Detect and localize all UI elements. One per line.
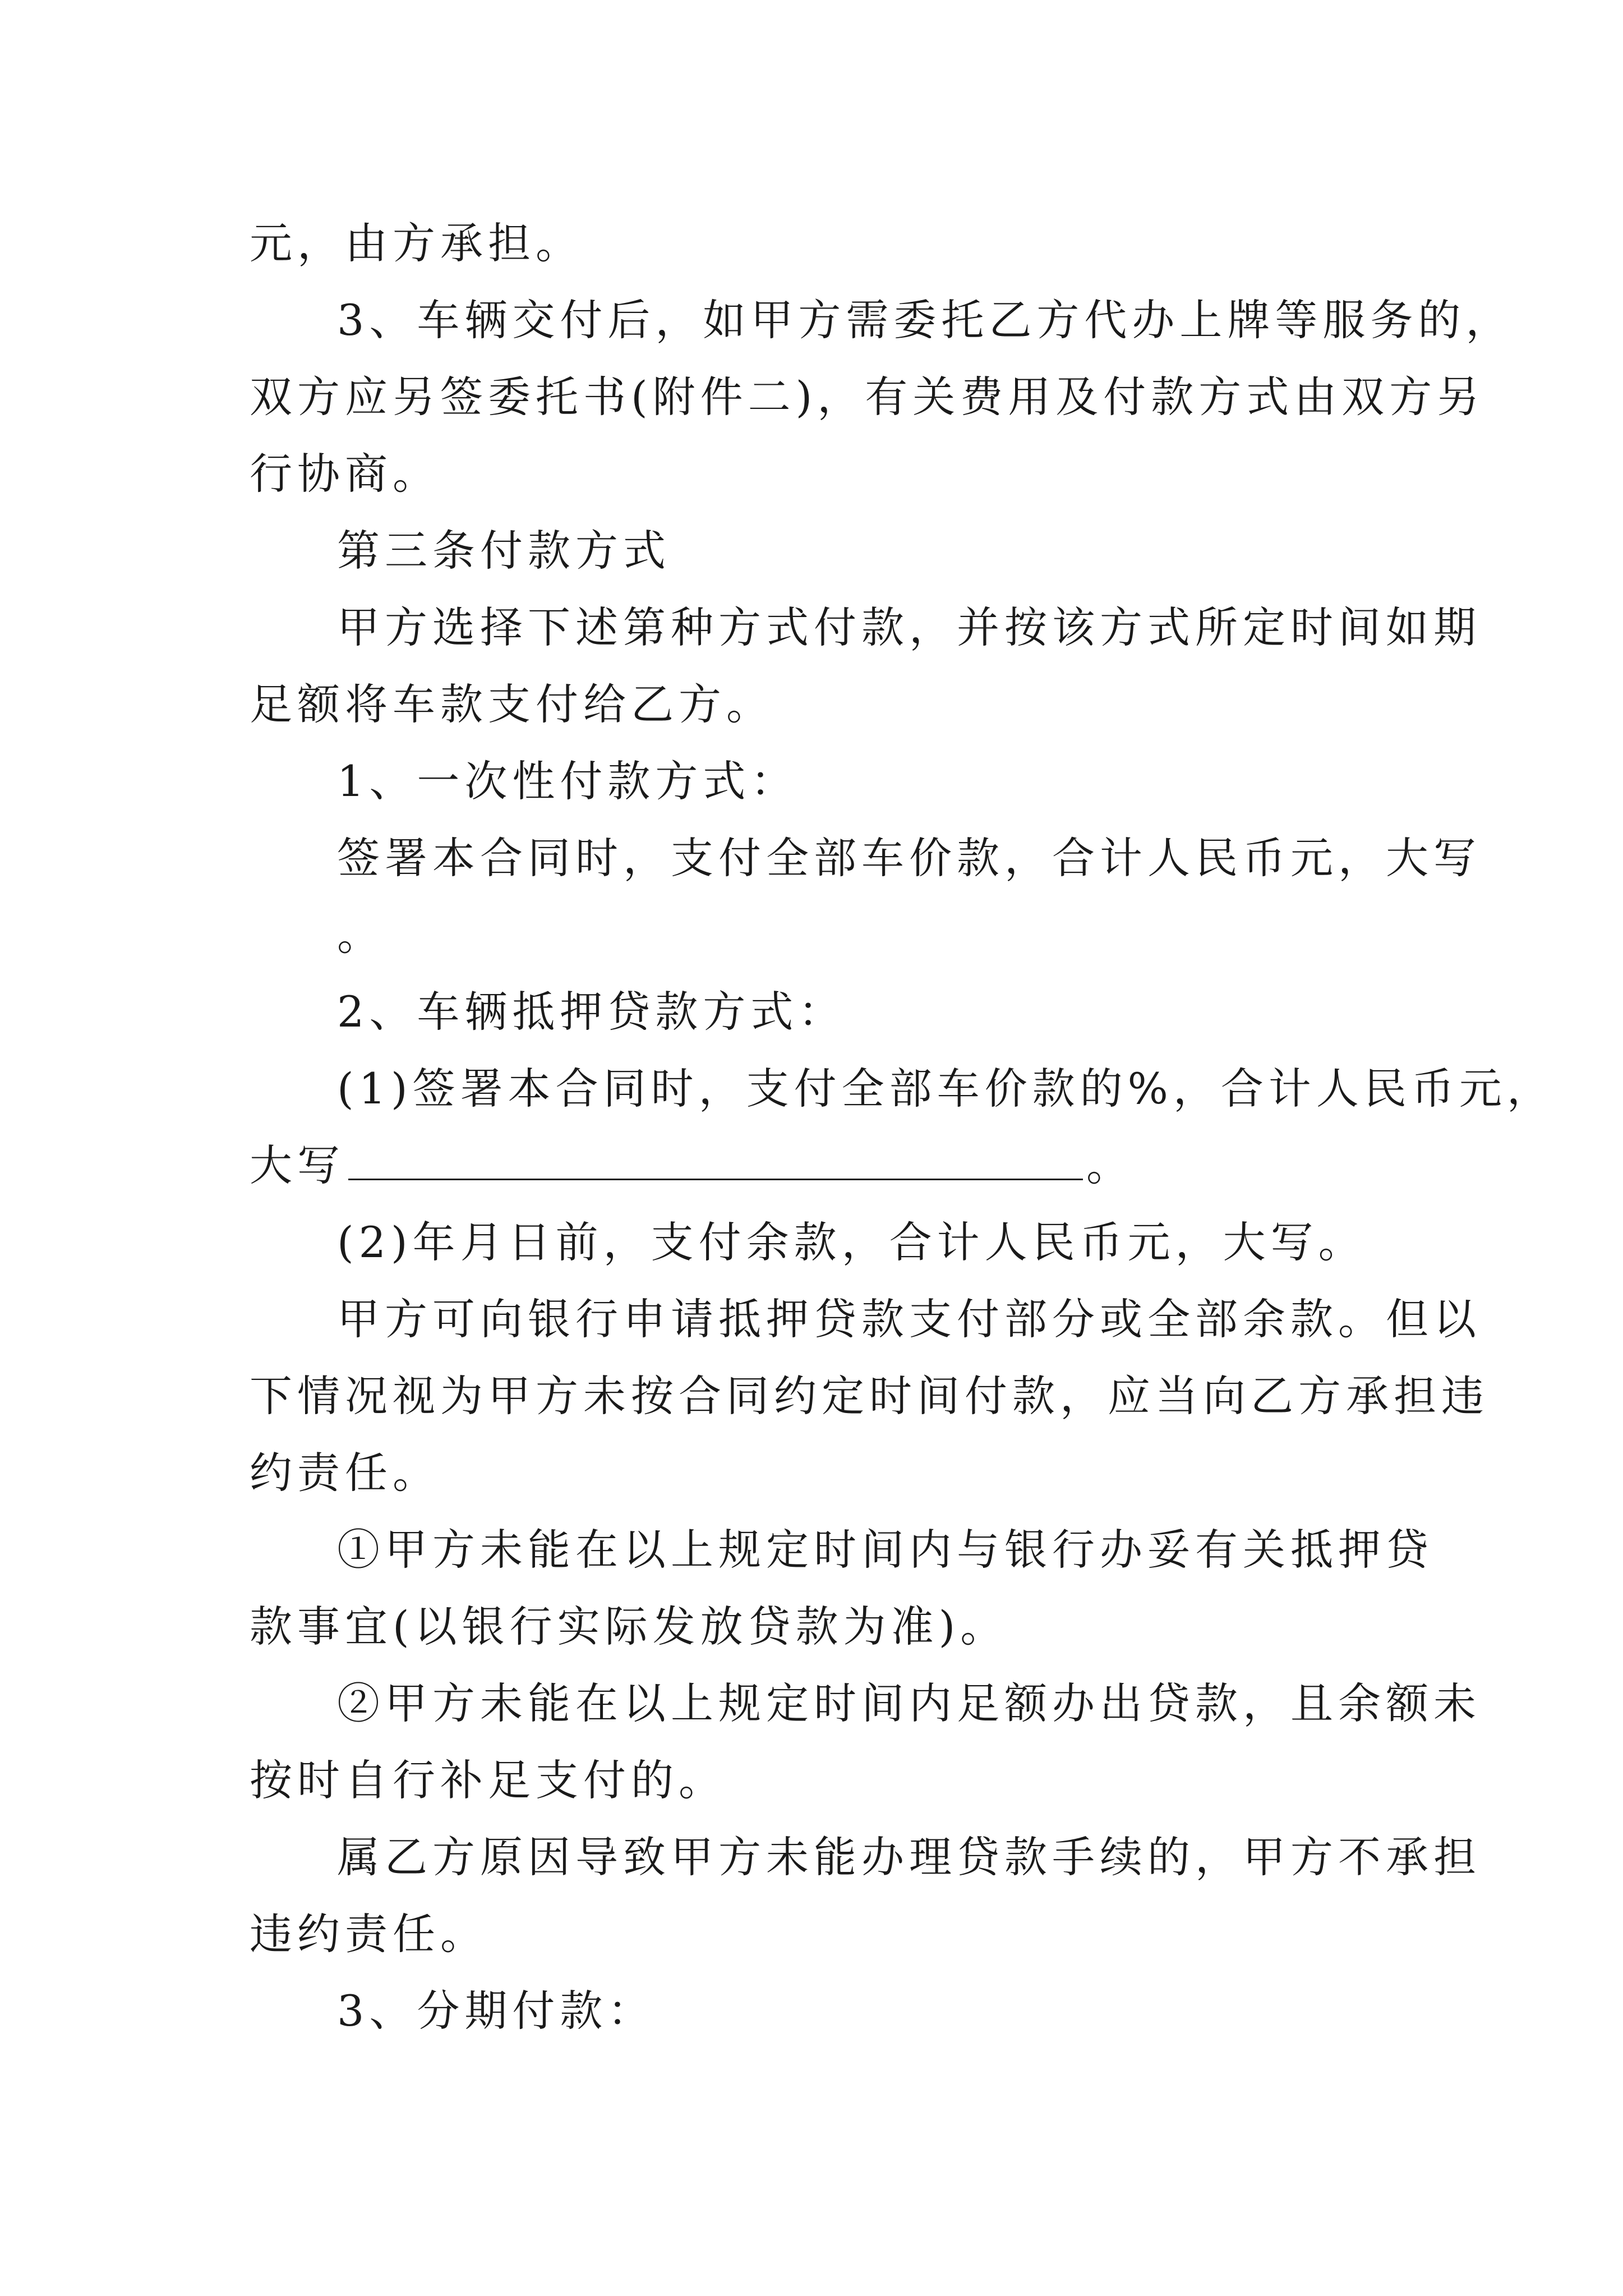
text-line: 属乙方原因导致甲方未能办理贷款手续的，甲方不承担 [337, 1832, 1481, 1882]
text-line: 双方应另签委托书(附件二)，有关费用及付款方式由双方另 [250, 372, 1485, 422]
text-line: 1、一次性付款方式： [337, 756, 799, 806]
text-line: 元，由方承担。 [250, 218, 583, 268]
text-line: 下情况视为甲方未按合同约定时间付款，应当向乙方承担违 [250, 1371, 1489, 1421]
text-line: 。 [337, 910, 385, 960]
fill-in-blank [348, 1136, 1083, 1180]
text-line: 3、分期付款： [337, 1986, 656, 2036]
text-line: 签署本合同时，支付全部车价款，合计人民币元，大写 [337, 833, 1481, 883]
text-line: 违约责任。 [250, 1909, 488, 1959]
text-line: 甲方选择下述第种方式付款，并按该方式所定时间如期 [337, 602, 1481, 652]
text-line: 约责任。 [250, 1448, 440, 1498]
text-line: 行协商。 [250, 449, 440, 499]
text-line: 2、车辆抵押贷款方式： [337, 987, 846, 1037]
text-line: ①甲方未能在以上规定时间内与银行办妥有关抵押贷 [337, 1525, 1433, 1575]
text-line: 3、车辆交付后，如甲方需委托乙方代办上牌等服务的， [337, 295, 1514, 345]
text-line: ②甲方未能在以上规定时间内足额办出贷款，且余额未 [337, 1678, 1481, 1728]
blank-end-mark: 。 [1086, 1140, 1134, 1190]
text-line: 甲方可向银行申请抵押贷款支付部分或全部余款。但以 [337, 1294, 1481, 1344]
text-line: 款事宜(以银行实际发放贷款为准)。 [250, 1602, 1008, 1651]
text-line: (2)年月日前，支付余款，合计人民币元，大写。 [337, 1217, 1366, 1267]
text-line: 足额将车款支付给乙方。 [250, 679, 774, 729]
text-line: (1)签署本合同时，支付全部车价款的%，合计人民币元， [337, 1064, 1555, 1114]
text-line: 按时自行补足支付的。 [250, 1755, 726, 1805]
contract-text [250, 205, 1555, 2049]
section-heading: 第三条付款方式 [337, 526, 671, 576]
blank-label: 大写 [250, 1140, 345, 1190]
text-line-with-blank [250, 1127, 1394, 1204]
